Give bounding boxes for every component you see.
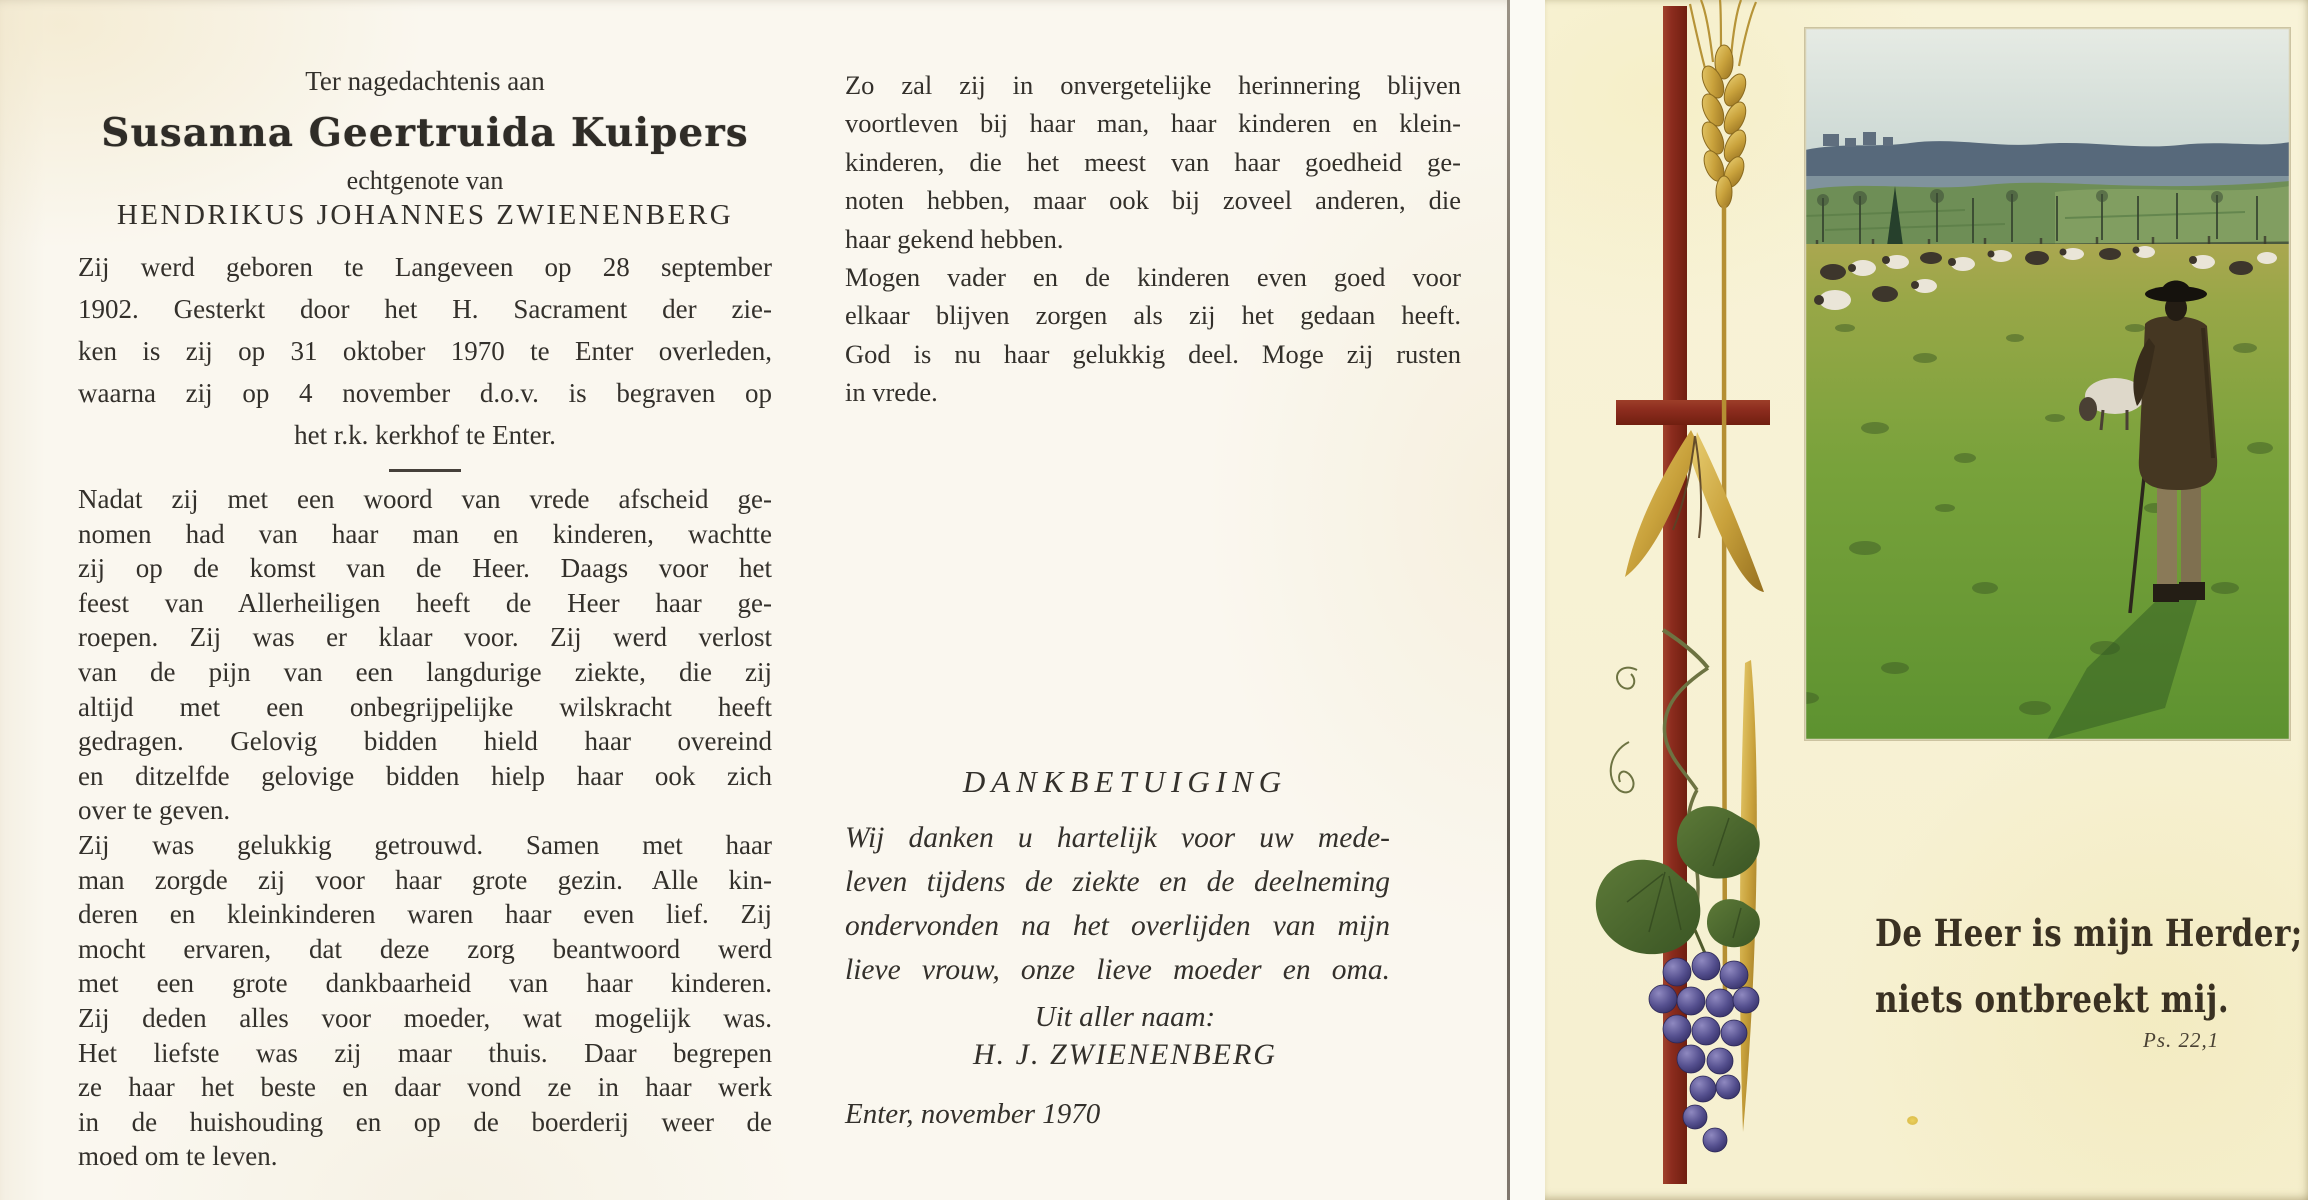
paper-blemish <box>1907 1116 1918 1125</box>
deceased-name: Susanna Geertruida Kuipers <box>101 110 749 156</box>
text-line: Zij werd geboren te Langeveen op 28 september <box>78 252 772 282</box>
text-line: roepen. Zij was er klaar voor. Zij werd verlost <box>78 622 772 653</box>
memorial-paragraph <box>845 66 1461 412</box>
text-line: haar gekend hebben. <box>845 223 1064 254</box>
dankbetuiging-heading: DANKBETUIGING <box>962 763 1288 799</box>
text-line: van de pijn van een langdurige ziekte, die zij <box>78 656 772 687</box>
text-line: Zo zal zij in onvergetelijke herinnering blijven <box>845 70 1461 100</box>
text-line: leven tijdens de ziekte en de deelneming <box>845 865 1390 898</box>
text-line: ze haar het beste en daar vond ze in haar werk <box>78 1072 772 1103</box>
signoff-name: H. J. ZWIENENBERG <box>973 1037 1277 1071</box>
text-line: voortleven bij haar man, haar kinderen en klein- <box>845 108 1461 139</box>
text-line: lieve vrouw, onze lieve moeder en oma. <box>845 953 1390 986</box>
text-line: in de huishouding en op de boerderij weer de <box>78 1106 772 1137</box>
text-line: noten hebben, maar ook bij zoveel anderen, die <box>845 185 1461 216</box>
text-line: Nadat zij met een woord van vrede afscheid ge- <box>78 484 772 514</box>
text-line: moed om te leven. <box>78 1141 278 1172</box>
shepherd-photo <box>1805 28 2290 740</box>
signoff-label: Uit aller naam: <box>1034 1000 1216 1033</box>
text-line: met een grote dankbaarheid van haar kinderen. <box>78 968 772 999</box>
text-line: God is nu haar gelukkig deel. Moge zij rusten <box>845 338 1461 369</box>
text-line: Het liefste was zij maar thuis. Daar begrepen <box>78 1037 772 1068</box>
text-line: nomen had van haar man en kinderen, wachtte <box>78 518 772 549</box>
verse-line-1: De Heer is mijn Herder; <box>1875 911 2303 955</box>
text-line: feest van Allerheiligen heeft de Heer haar ge- <box>78 587 772 618</box>
text-line: over te geven. <box>78 795 231 826</box>
thanks-text-column <box>845 66 1461 1132</box>
relation-line: echtgenote van <box>346 166 504 195</box>
text-line: gedragen. Gelovig bidden hield haar overeind <box>78 726 772 757</box>
text-line: Wij danken u hartelijk voor uw mede- <box>845 821 1390 854</box>
text-line: zij op de komst van de Heer. Daags voor het <box>78 553 772 584</box>
text-line: mocht ervaren, dat deze zorg beantwoord werd <box>78 933 772 964</box>
text-line: man zorgde zij voor haar grote gezin. Alle kin- <box>78 864 772 895</box>
right-page <box>1545 0 2308 1200</box>
text-line: het r.k. kerkhof te Enter. <box>294 420 556 450</box>
page-fold-line <box>1507 0 1510 1200</box>
biography-paragraph-1 <box>78 246 772 456</box>
section-divider-rule <box>389 469 461 472</box>
psalm-reference: Ps. 22,1 <box>2143 1028 2220 1052</box>
text-line: Zij was gelukkig getrouwd. Samen met haar <box>78 829 772 860</box>
text-line: 1902. Gesterkt door het H. Sacrament der zie- <box>78 294 772 324</box>
biography-paragraph-2 <box>78 482 772 1174</box>
text-line: ken is zij op 31 oktober 1970 te Enter overleden, <box>78 336 772 366</box>
psalm-verse <box>1875 900 2303 1032</box>
text-line: in vrede. <box>845 377 938 408</box>
text-line: altijd met een onbegrijpelijke wilskracht heeft <box>78 691 772 722</box>
text-line: kinderen, die het meest van haar goedheid ge- <box>845 146 1461 177</box>
memorial-text-column <box>78 66 772 1174</box>
dateline: Enter, november 1970 <box>845 1097 1101 1130</box>
text-line: waarna zij op 4 november d.o.v. is begraven op <box>78 378 772 408</box>
text-line: deren en kleinkinderen waren haar even lief. Zij <box>78 899 772 930</box>
text-line: Mogen vader en de kinderen even goed voor <box>845 262 1461 293</box>
text-line: en ditzelfde gelovige bidden hielp haar ook zich <box>78 760 772 791</box>
text-line: elkaar blijven zorgen als zij het gedaan heeft. <box>845 300 1461 331</box>
text-line: ondervonden na het overlijden van mijn <box>845 909 1390 942</box>
intro-line: Ter nagedachtenis aan <box>305 66 545 96</box>
text-line: Zij deden alles voor moeder, wat mogelijk was. <box>78 1002 772 1033</box>
thanks-paragraph <box>845 816 1390 992</box>
husband-name: HENDRIKUS JOHANNES ZWIENENBERG <box>116 199 734 231</box>
verse-line-2: niets ontbreekt mij. <box>1875 977 2230 1021</box>
